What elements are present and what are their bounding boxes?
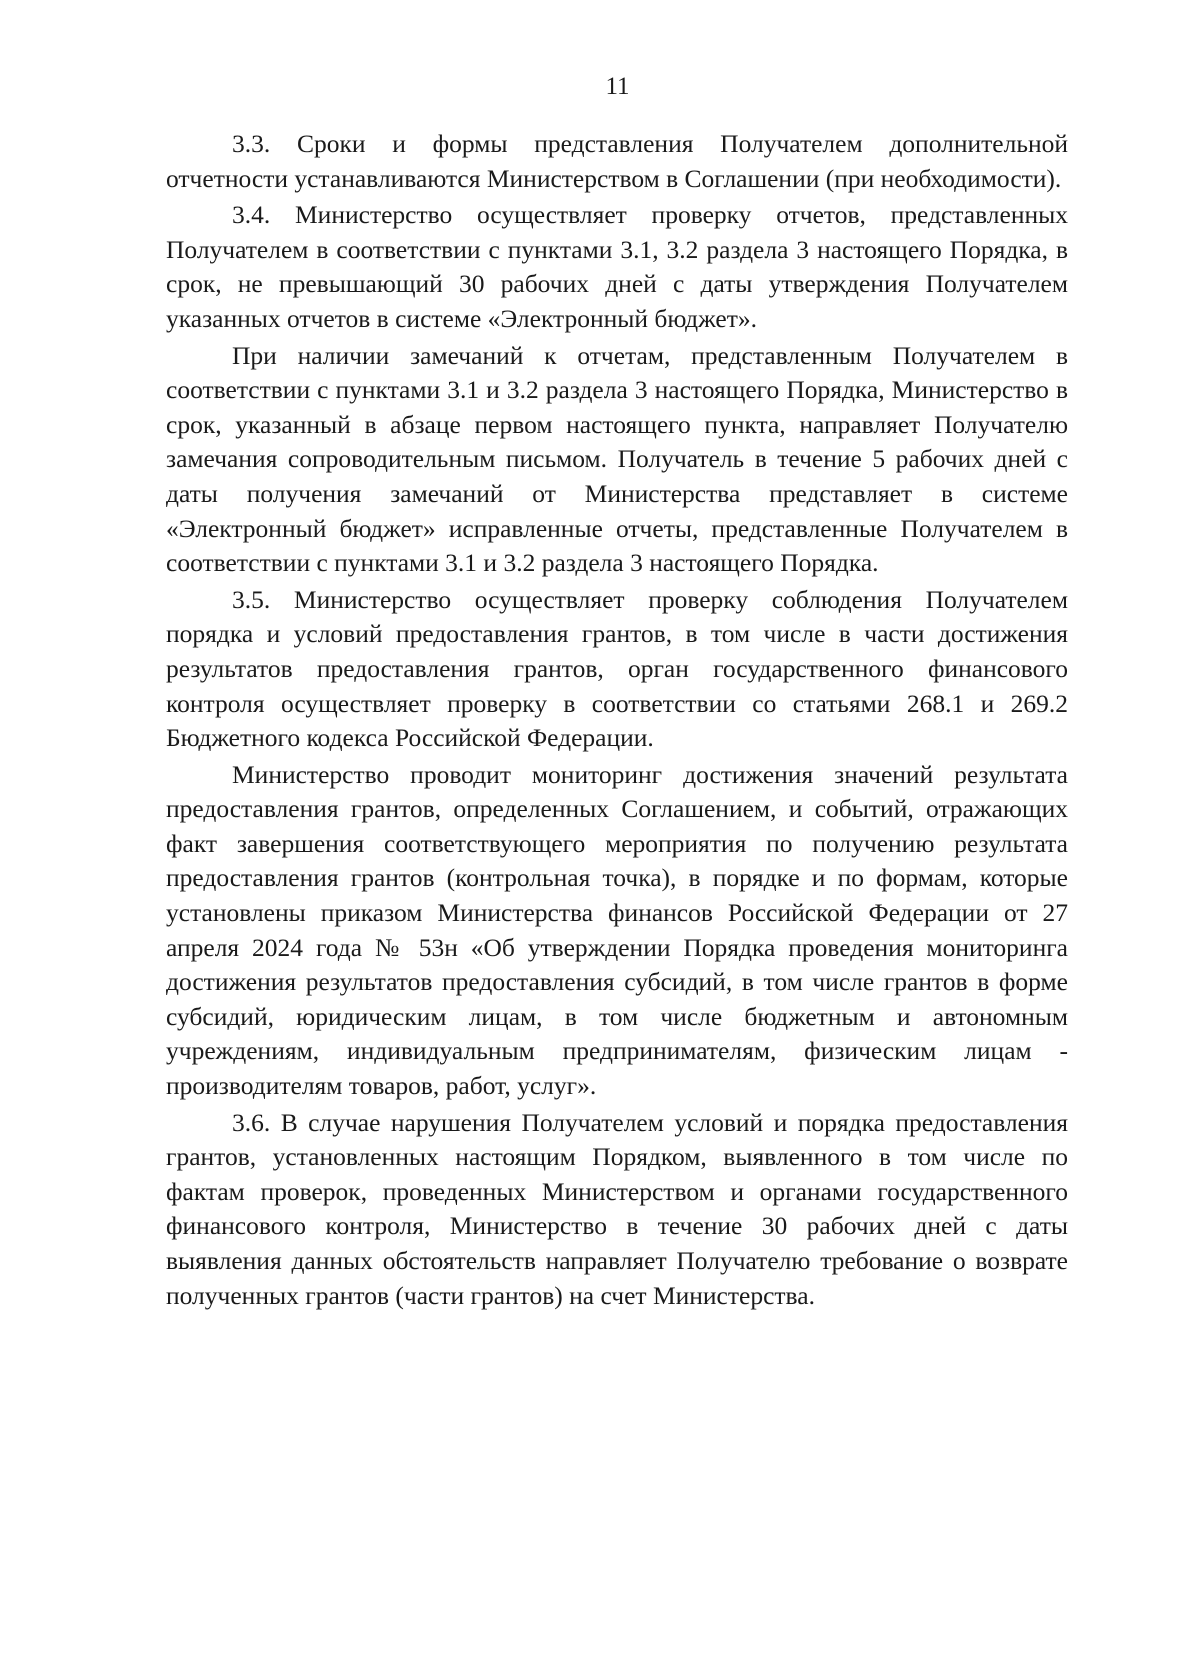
paragraph-3-5-monitoring: Министерство проводит мониторинг достижения значений результата предоставления грантов, определенных Соглашением, и событий, отражающих факт завершения соответствующего мероприятия по получению результата предоставления грантов (контрольная точка), в порядке и по формам, которые установлены приказом Министерства финансов Российской Федерации от 27 апреля 2024 года № 53н «Об утверждении Порядка проведения мониторинга достижения результатов предоставления субсидий, в том числе грантов в форме субсидий, юридическим лицам, в том числе бюджетным и автономным учреждениям, индивидуальным предпринимателям, физическим лицам - производителям товаров, работ, услуг». (166, 759, 1068, 1101)
paragraph-3-6: 3.6. В случае нарушения Получателем условий и порядка предоставления грантов, установленных настоящим Порядком, выявленного в том числе по фактам проверок, проведенных Министерством и органами государственного финансового контроля, Министерство в течение 30 рабочих дней с даты выявления данных обстоятельств направляет Получателю требование о возврате полученных грантов (части грантов) на счет Министерства. (166, 1107, 1068, 1310)
page-number: 11 (605, 73, 630, 100)
paragraph-3-3: 3.3. Сроки и формы представления Получателем дополнительной отчетности устанавливаются Министерством в Соглашении (при необходимости). (166, 129, 1068, 193)
paragraph-3-4: 3.4. Министерство осуществляет проверку отчетов, представленных Получателем в соответствии с пунктами 3.1, 3.2 раздела 3 настоящего Порядка, в срок, не превышающий 30 рабочих дней с даты утверждения Получателем указанных отчетов в системе «Электронный бюджет». (166, 200, 1068, 333)
document-body (166, 127, 1068, 1313)
paragraph-3-5: 3.5. Министерство осуществляет проверку соблюдения Получателем порядка и условий предоставления грантов, в том числе в части достижения результатов предоставления грантов, орган государственного финансового контроля осуществляет проверку в соответствии со статьями 268.1 и 269.2 Бюджетного кодекса Российской Федерации. (166, 584, 1068, 753)
paragraph-3-4-remarks: При наличии замечаний к отчетам, представленным Получателем в соответствии с пунктами 3.1 и 3.2 раздела 3 настоящего Порядка, Министерство в срок, указанный в абзаце первом настоящего пункта, направляет Получателю замечания сопроводительным письмом. Получатель в течение 5 рабочих дней с даты получения замечаний от Министерства представляет в системе «Электронный бюджет» исправленные отчеты, представленные Получателем в соответствии с пунктами 3.1 и 3.2 раздела 3 настоящего Порядка. (166, 340, 1068, 578)
